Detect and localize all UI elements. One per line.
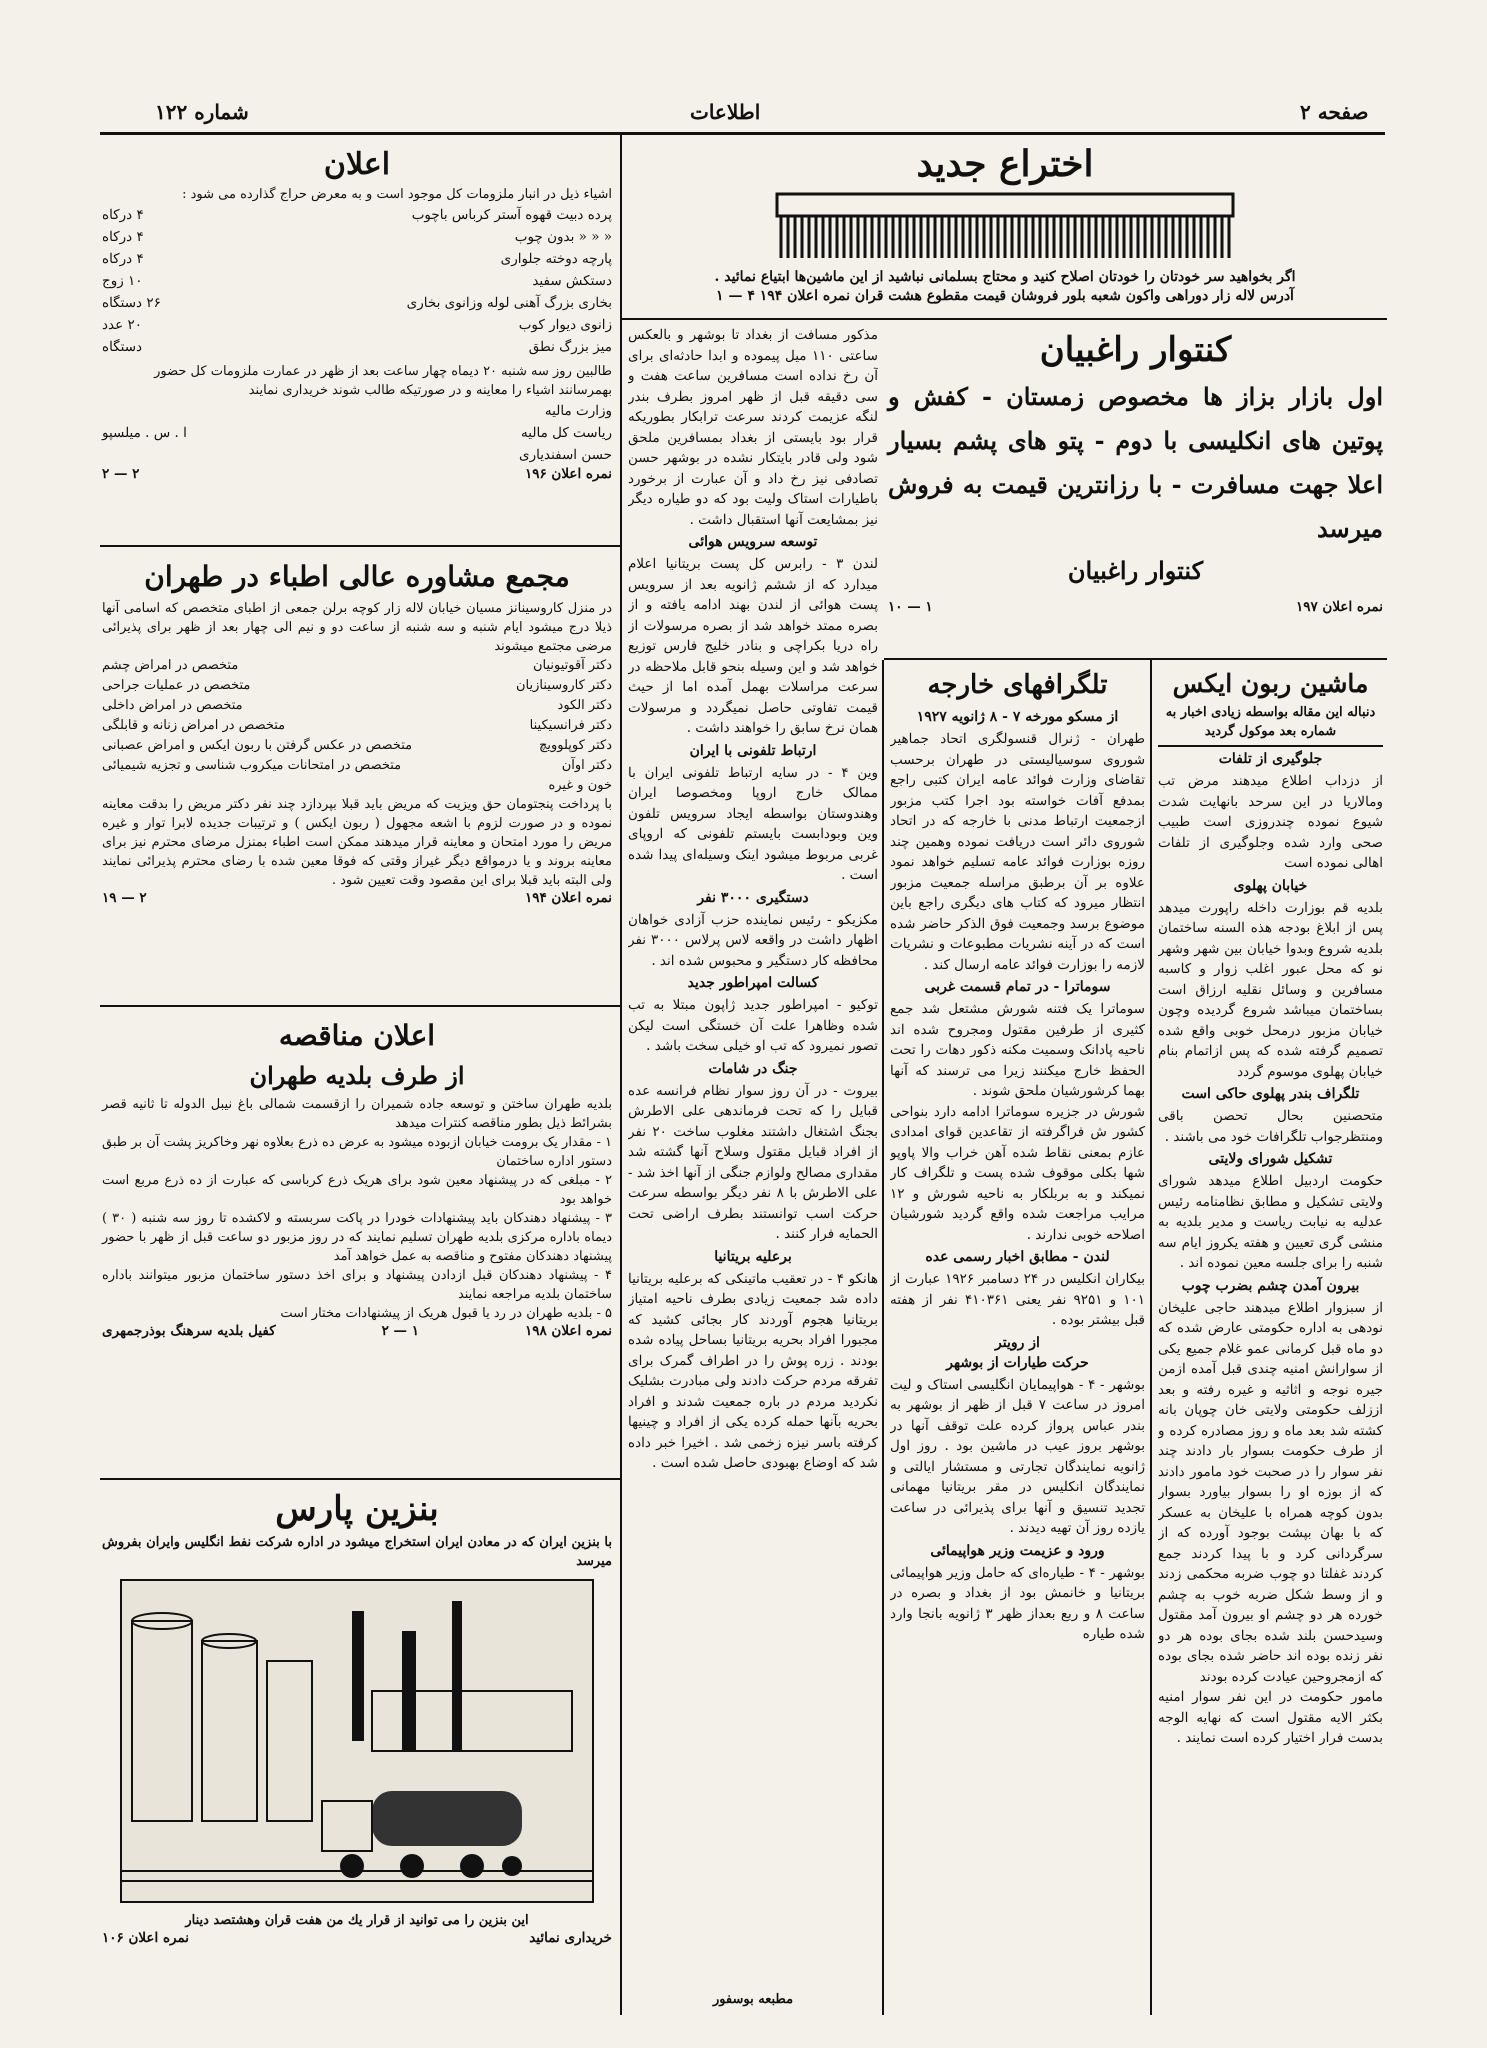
doctors-ad-extra: خون و غیره (548, 778, 612, 793)
notice-item-name: « « « بدون چوب (514, 229, 612, 245)
doctor-row (102, 736, 612, 756)
notice-number: نمره اعلان ۱۹۶ (524, 466, 612, 482)
telegrams-column (890, 665, 1145, 2010)
notice-item-name: میز بزرگ نطق (528, 339, 612, 355)
telegrams-head-2: سوماترا - در تمام قسمت غربی (924, 979, 1111, 995)
doctor-name: دکتر کاروسینازیان (515, 678, 612, 693)
notice-ad-closing: طالبین روز سه شنبه ۲۰ دیماه چهار ساعت بعد از ظهر در عمارت ملزومات کل حضور بهمرسانند اشیاء را معاینه و در صورتیکه طالب شوند خریداری نمایند (154, 364, 612, 398)
notice-sign-2: ریاست کل مالیه (521, 425, 612, 441)
column-rule-main (620, 135, 622, 2015)
middle-p-3: مکزیکو - رئیس نماینده حزب آزادی خواهان اظهار داشت در واقعه لاس پرلاس ۳۰۰۰ نفر محافظه کار دستگیر و محبوس شده اند . (628, 911, 878, 969)
middle-p-6: هانکو ۴ - در تعقیب ماتینکی که برعلیه بریتانیا داده شد جمعیت زیادی بطرف ناحیه امتیاز بریتانیا هجوم آوردند کار بجائی کشید که مجبورا افراد بحریه بریتانیا بساحل پیاده شده بودند . زره پوش را در اطراف گمرک برای تفرقه مردم حرکت دادند ولی مبادرت بشلیک نکردید مردم در باره جمعیت شدند و افراد بحریه بآنها حمله کرده یکی از افراد و چینیها کرفته باسر نیزه زخمی شد . اخیرا خبر داده شد که اوضاع بهبودی حاصل شده است . (628, 1270, 878, 1471)
notice-item-qty: دستگاه (102, 339, 143, 355)
rule-under-doctors (100, 1005, 620, 1007)
notice-item-qty: ۲۰ عدد (102, 317, 142, 333)
tender-ad (102, 1015, 612, 1475)
doctor-row (102, 676, 612, 696)
telegrams-p-1: طهران - ژنرال قنسولگری اتحاد جماهیر شوروی سوسیالیستی در طهران برحسب تقاضای وزارت فوائد عامه ایران کتبی راجع بمدفع آفات خواسته بود اجرا کتب مزبور ازجمعیت ارتباط مدنی با خارجه که در اتحاد شوروی دائر است دریافت نموده وهمین چند روزه بوزارت فوائد عامه تسلیم خواهد نمود علاوه بر آن برطبق مراسله جمعیت مزبور انتظار میرود که کتاب های دیگری راجع باین موضوع برسد وجمعیت فوق الذکر حاضر شده است که در آینه نشریات مطبوعات و نشریات لازمه را بوزارت فوائد عامه ارسال کند . (890, 731, 1145, 973)
telegrams-head-6: ورود و عزیمت وزیر هواپیمائی (930, 1542, 1105, 1559)
benzin-ad-caption: این بنزین را می توانید از قرار یك من هفت قران وهشتصد دینار (185, 1913, 529, 1928)
kontuvar-ad-sign: کنتوار راغبیان (1067, 556, 1204, 585)
middle-p-5: بیروت - در آن روز سوار نظام فرانسه عده قبایل را که تحت فرماندهی علی الاطرش بجنگ اشتغال داشتند مغلوب ساخت ۲۰ نفر از افراد قبایل مقتول وسلاح آنها گشته شد مقداری مصالح ولوازم جنگی از آنها اخذ شد - علی الاطرش با ۸ نفر دیگر بواسطه سرعت حرکت اسب توانستند بطرف اراضی تحت الحمایه فرار کنند . (628, 1082, 878, 1242)
tender-clause: ۴ - پیشنهاد دهندکان قبل ازدادن پیشنهاد و برای اخذ دستور ساختمان مزبور میتوانند باداره ساختمان بلدیه مراجعه نمایند (102, 1268, 612, 1302)
benzin-ad-buy: خریداری نمائید (529, 1930, 612, 1946)
notice-item-qty: ۴ درکاه (102, 229, 144, 245)
notice-ad-title: اعلان (323, 147, 391, 182)
telegrams-title: تلگرافهای خارجه (927, 670, 1108, 700)
notice-item (102, 336, 612, 358)
notice-seq: ۲ — ۲ (102, 466, 140, 482)
middle-intro: مذکور مسافت از بغداد تا بوشهر و بالعکس ساعتی ۱۱۰ میل پیموده و ابدا حادثه‌ای برای آن رخ نداده است مسافرین ساعت هفت و سی دقیقه قبل از ظهر امروز بطرف بندر لنگه عزیمت کردند سرعت ترابکار بطوریکه قرار بود بایستی از بغداد بمسافرین ملحق شود ولی قادر بایتکار نشده در بوشهر حسن تصادفی نیز رخ داد و آن عبارت از برخورد باطیارات استاک ولیت بود که دو طیاره دیگر نیز بمشایعت آنها استقبال داشت . (628, 327, 878, 528)
notice-item (102, 314, 612, 336)
middle-head-5: جنگ در شامات (708, 1060, 798, 1077)
xray-p-1: از دزداب اطلاع میدهند مرض تب ومالاریا در این سرحد بانهایت شدت شیوع نموده چندروزی است طبیب صحی وارد شده وجلوگیری از تلفات اهالی نموده است (1158, 773, 1383, 871)
xray-rule (1158, 745, 1383, 747)
tender-clause: ۳ - پیشنهاد دهندکان باید پیشنهادات خودرا در پاکت سربسته و لاکشده تا روز سه شنبه ( ۳۰ ) دیماه باداره مرکزی بلدیه طهران تسلیم نمایند که در روز مزبور دو ساعت قبل از ظهر با حضور پیشنهاد دهندکان مفتوح و مناقصه به عمل خواهد آمد (102, 1211, 612, 1264)
middle-p-2: وین ۴ - در سایه ارتباط تلفونی ایران با ممالک خارج اروپا ومخصوصا ایران وهندوستان بواسطه ایجاد سرویس تلفون وین وبودابست بایستم تلفونی که اروپای غربی مربوط میشود اینک وسیله‌ای پیدا شده است . (628, 764, 878, 883)
telegrams-p-2: سوماترا یک فتنه شورش مشتعل شد جمع کثیری از طرفین مقتول ومجروح شده اند ناحیه پادانک وسمیت مکنه ذکور دهات را تحت الحفظ خارج میکنند زیرا می ترسند که آنها بهما کرشورشیان ملحق شوند . (890, 1001, 1145, 1099)
telegrams-subtitle: از مسکو مورخه ۷ - ۸ ژانویه ۱۹۲۷ (916, 709, 1119, 725)
xray-head-2: خیابان پهلوی (1233, 877, 1308, 894)
telegrams-source: از رویتر (995, 1334, 1040, 1351)
doctor-specialty: متخصص در امراض زنانه و قابلگی (102, 718, 286, 733)
comb-ad (630, 140, 1380, 305)
kontuvar-ad (888, 325, 1383, 655)
doctor-name: دکتر اوآن (561, 758, 612, 773)
tender-ad-intro: بلدیه طهران ساختن و توسعه جاده شمیران را ازقسمت شمالی باغ نیبل الدوله تا ثانیه قصر بشرائط ذیل بطور مناقصه کنترات میدهد (102, 1097, 612, 1131)
kontuvar-number: نمره اعلان ۱۹۷ (1295, 599, 1383, 615)
benzin-number: نمره اعلان ۱۰۶ (102, 1930, 190, 1946)
middle-p-1: لندن ۳ - رابرس کل پست بریتانیا اعلام میدارد که از ششم ژانویه بعد از سرویس پست هوائی از لندن بهند ادامه یافته و از بصره ممتد خواهد شد از بصره مرسولات از راه دریا بکراچی و بنادر خلیج فارس توزیع خواهد شد و این وسیله بنحو قابل ملاحظه در سرعت مراسلات بهمل آمده اما از حیث قیمت تفاوتی حاصل نمیگردد و مرسولات همان نرخ سابق را خواهند داشت . (628, 556, 878, 736)
tender-number: نمره اعلان ۱۹۸ (524, 1323, 612, 1339)
page-label: صفحه ۲ (1300, 100, 1369, 124)
doctor-specialty: متخصص در امراض چشم (102, 658, 239, 673)
tender-clause: ۱ - مقدار یک برومت خیابان ازبوده میشود به عرض ده ذرع بعلاوه نهر وخاکریز پشت آن بر طبق دستور اداره ساختمان (102, 1135, 612, 1169)
notice-item-qty: ۱۰ زوج (102, 273, 143, 289)
tender-ad-title: اعلان مناقصه (278, 1019, 436, 1052)
masthead-rule (100, 132, 1385, 135)
kontuvar-ad-title: کنتوار راغبیان (1039, 330, 1232, 370)
notice-ad-intro: اشیاء ذیل در انبار ملزومات کل موجود است و به معرض حراج گذارده می شود : (182, 187, 612, 202)
notice-item-name: زانوی دیوار کوب (518, 317, 612, 333)
rule-under-kontuvar (884, 658, 1387, 660)
doctor-row (102, 756, 612, 776)
doctors-ad (102, 555, 612, 1000)
notice-item-qty: ۲۶ دستگاه (102, 295, 161, 311)
rule-under-notice (100, 545, 620, 547)
middle-head-1: توسعه سرویس هوائی (688, 534, 818, 550)
kontuvar-seq: ۱ — ۱۰ (888, 599, 933, 615)
doctor-name: دکتر فرانسیکینا (529, 718, 612, 733)
xray-p-2: بلدیه قم بوزارت داخله راپورت میدهد پس از ابلاغ بودجه هذه السنه ساختمان بلدیه شروع وبدوا خیابان بین شهر وشهر نو که محل عبور اغلب زوار و کاسبه مسافرین و وسائل نقلیه ارزاق است بساختمان میباشد شروع گردیده وچون خیابان مزبور درمحل خوبی واقع شده تصمیم گرفته شده که پس ازاتمام بنام خیابان پهلوی موسوم گردد (1158, 899, 1383, 1080)
doctors-ad-title: مجمع مشاوره عالی اطباء در طهران (144, 560, 570, 593)
xray-head-3: تلگراف بندر پهلوی حاکی است (1181, 1086, 1360, 1102)
xray-p-4: حکومت اردبیل اطلاع میدهد شورای ولایتی تشکیل و مطابق نظامنامه رئیس عدلیه به نیابت ریاست و مدیر بلدیه به منشی گری تعیین و هفته یکروز ایام سه شنبه را برای جلسه معین نموده اند . (1158, 1173, 1383, 1271)
xray-title: ماشین ربون ایکس (1172, 669, 1369, 698)
notice-item-name: پرده دبیت قهوه آستر کرباس باچوب (411, 207, 612, 223)
notice-items-list (102, 204, 612, 358)
doctors-ad-intro: در منزل کاروسینانز مسیان خیابان لاله زار کوچه برلن جمعی از اطبای متخصص که اسامی آنها ذیلا درج میشود ایام شنبه و سه شنبه از ساعت دو و نیم الی چهار بعد از ظهر برای پذیرائی مرضی مجتمع میشوند (102, 601, 612, 654)
telegrams-p-6: بوشهر - ۴ - طیاره‌ای که حامل وزیر هواپیمائی بریتانیا و خانمش بود از بغداد و بصره در ساعت ۸ و ربع بعداز ظهر ۳ ژانویه بانجا وارد شده طیاره (890, 1564, 1145, 1642)
telegrams-head-4: لندن - مطابق اخبار رسمی عده (925, 1249, 1110, 1265)
comb-ad-line2: آدرس لاله زار دوراهی واکون شعبه بلور فروشان قیمت مقطوع هشت قران نمره اعلان ۱۹۴ ۴ — ۱ (716, 288, 1294, 304)
xray-head-1: جلوگیری از تلفات (1218, 751, 1323, 767)
doctor-row (102, 696, 612, 716)
notice-item-name: پارچه دوخته جلواری (500, 251, 612, 267)
doctor-row (102, 656, 612, 676)
paper-name: اطلاعات (690, 100, 761, 124)
notice-item (102, 204, 612, 226)
notice-sign-1: وزارت مالیه (544, 403, 612, 419)
notice-item (102, 248, 612, 270)
notice-item (102, 292, 612, 314)
comb-icon (775, 192, 1235, 262)
telegrams-p-4: بیکاران انکلیس در ۲۴ دسامبر ۱۹۲۶ عبارت از ۱۰۱ و ۹۲۵۱ نفر یعنی ۴۱۰۳۶۱ نفر از هفته قبل بیشتر بوده . (890, 1271, 1145, 1328)
notice-sign-4: ا . س . میلسپو (102, 425, 187, 441)
telegrams-p-5: بوشهر - ۴ - هواپیمایان انگلیسی استاک و لیت امروز در ساعت ۷ قبل از ظهر از بوشهر به بندر عباس پرواز کرده علت توقف آنها در بوشهر بروز عیب در ماشین بود . روز اول ژانویه نمایندگان تجارتی و مستشار ایالتی و نمایندگان انکلیس در مقر بریتانیا مهمانی تجدید تنسیق و آنها برای پذیرائی در ساعت یازده روز آن تهیه دیدند . (890, 1376, 1145, 1536)
printer-credit: مطبعه بوسفور (712, 1992, 794, 2007)
comb-ad-line1: اگر بخواهید سر خودتان را خودتان اصلاح کنید و محتاج بسلمانی نباشید از این ماشین‌ها ابتیاع نمائید . (714, 269, 1296, 285)
tender-clause: ۵ - بلدیه طهران در رد یا قبول هریک از پیشنهادات مختار است (280, 1306, 612, 1321)
benzin-ad (102, 1485, 612, 2010)
doctors-seq: ۲ — ۱۹ (102, 890, 147, 906)
benzin-ad-text: با بنزین ایران که در معادن ایران استخراج میشود در اداره شرکت نفط انگلیس وایران بفروش میرسد (102, 1535, 612, 1569)
doctor-name: دکتر آقوتیونیان (532, 658, 612, 673)
notice-item-name: دستکش سفید (532, 273, 612, 289)
xray-p-5: از سبزوار اطلاع میدهند حاجی علیخان نودهی به اداره حکومتی عارض شده که دو ماه قبل کرمانی عمو غلام جمیع یکی از سوارانش امنیه چندی قبل آمده ازمن جیره نوجه و اثاثیه و غیره رفته و بعد اززلف حکومتی ولایتی خان چوپان بانه کشته شد بعد ماه و روز مصادره کرده و از طرف حکومت بسوار بار دادند چند نفر سوار را در صحبت خود مامور دادند که از بوزه او را بسوار بیاورد بسوار بدون کوچه همراه با علیخان به عسکر که با بهان بپشت بوجود آورده که از سرگردانی کرد و با پیدا کردند جمع کردند غفلتا دو چوب ضربه محکمی زدند و از وسط شکل ضربه خوب به چشم خورده هر دو چشم او بیرون آمد مقتول وسیدحسن بلند شده بجای بوده هر دو نفر زنده بوده اند حاضر شده بجای بوده که ازمجروحین عیادت کرده بودند (1158, 1299, 1383, 1685)
notice-item (102, 270, 612, 292)
notice-item-name: بخاری بزرگ آهنی لوله وزانوی بخاری (406, 295, 612, 311)
middle-head-4: کسالت امپراطور جدید (687, 975, 819, 991)
notice-sign-3: حسن اسفندیاری (519, 447, 612, 463)
middle-news-column (628, 325, 878, 2015)
notice-ad (102, 145, 612, 545)
doctor-specialty: متخصص در امراض داخلی (102, 698, 243, 713)
tender-clauses (102, 1133, 612, 1323)
doctor-name: دکتر الکود (557, 698, 612, 713)
doctor-row (102, 716, 612, 736)
comb-ad-title: اختراع جدید (916, 143, 1094, 185)
notice-item-qty: ۴ دركاه (102, 207, 144, 223)
tender-seq: ۱ — ۲ (381, 1323, 420, 1339)
column-rule-far-right (1150, 660, 1152, 2015)
xray-subtitle: دنباله این مقاله بواسطه زیادی اخبار به شماره بعد موکول گردید (1165, 705, 1376, 739)
doctor-list (102, 656, 612, 776)
doctor-name: دکتر کوپلوویچ (538, 738, 612, 753)
rule-under-comb (622, 318, 1387, 320)
doctor-specialty: متخصص در عکس گرفتن با ربون ایکس و امراض عصبانی (102, 738, 413, 753)
tender-clause: ۲ - مبلغی که در پیشنهاد معین شود برای هریک ذرع کرباسی که عبارت از ده ذرع مربع است خواهد بود (102, 1173, 612, 1207)
xray-p-3: متحصنین بحال تحصن باقی ومنتظرجواب تلگرافات خود می باشند . (1158, 1108, 1383, 1145)
kontuvar-ad-text: اول بازار بزاز ها مخصوص زمستان - کفش و پوتین های انکلیسی با دوم - پتو های پشم بسیار اعلا جهت مسافرت - با رزانترین قیمت به فروش میرسد (888, 382, 1383, 543)
xray-head-5: بیرون آمدن چشم بضرب چوب (1181, 1277, 1360, 1294)
notice-item-qty: ۴ درکاه (102, 251, 144, 267)
column-rule-lower-right (882, 660, 884, 2015)
middle-head-6: برعلیه بریتانیا (714, 1248, 792, 1265)
doctor-specialty: متخصص در امتحانات میکروب شناسی و تجزیه شیمیائی (102, 758, 402, 773)
telegrams-head-5: حرکت طیارات از بوشهر (946, 1354, 1089, 1371)
middle-head-2: ارتباط تلفونی با ایران (689, 742, 817, 759)
telegrams-p-3: شورش در جزیره سوماترا ادامه دارد بنواحی کشور ش فراگرفته از تقاعدین قوای امدادی عازم بمعنی نقاط شده آهن خراب والا پاوپو شها بکلی موقوف شده پست و تلگراف کار نمیکند و به بربلکار به ناحیه شورش و ۱۲ مرایب مراجعت شده واقع گردید شورشیان اصلاحه خوبی ندارند . (890, 1103, 1145, 1243)
tender-ad-subtitle: از طرف بلدیه طهران (249, 1061, 465, 1090)
xray-head-4: تشکیل شورای ولایتی (1208, 1151, 1333, 1167)
middle-p-4: توکیو - امپراطور جدید ژاپون مبتلا به تب شده وظاهرا علت آن خستگی است لیکن تصور نمیرود که تب او خیلی سخت باشد . (628, 997, 878, 1054)
doctors-ad-closing: با پرداخت پنجتومان حق ویزیت که مریض باید قبلا بپردازد چند نفر دکتر مریض را بدقت معاینه نموده و در صورت لزوم با اشعه مجهول ( ربون ایکس ) و ترتیبات جدیده لابرا توار و غیره مریض را مورد امتحان و معاینه قرار میدهند ممکن است اطباء بمنزل مرضای محترم نیز برای معاینه بروند و یا درمواقع دیگر غیراز وقتی که فوقا معین شده با رضای محترم پذیرائی نمایند ولی البته باید قبلا برای این مقصود وقت تعیین شود . (102, 797, 612, 888)
doctor-specialty: متخصص در عملیات جراحی (102, 678, 251, 693)
benzin-ad-title: بنزین پارس (275, 1489, 439, 1529)
notice-item (102, 226, 612, 248)
refinery-illustration (120, 1579, 594, 1903)
xray-closing: مامور حکومت در این نفر سوار امنیه بکثر الایه مقتول است که نهایه الوجه بدست فرار اختیار کرده است نمایند . (1158, 1689, 1383, 1746)
middle-head-3: دستگیری ۳۰۰۰ نفر (697, 889, 809, 906)
xray-column (1158, 665, 1383, 2010)
issue-number: شماره ۱۲۲ (155, 100, 249, 124)
rule-under-tender (100, 1478, 620, 1480)
doctors-number: نمره اعلان ۱۹۴ (524, 890, 612, 906)
tender-sign: کفیل بلدیه سرهنگ بوذرجمهری (102, 1323, 276, 1339)
